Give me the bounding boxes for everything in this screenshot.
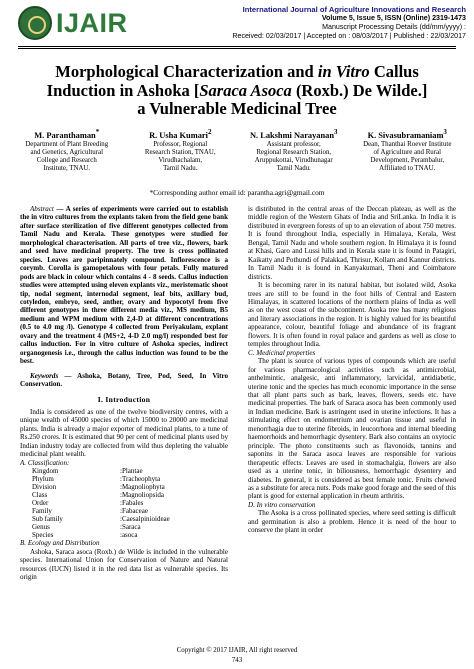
processing-details: Manuscript Processing Details (dd/mm/yyyy) :: [322, 23, 466, 31]
colon: :: [120, 491, 122, 500]
table-row: [32, 523, 170, 531]
left-column: [20, 205, 228, 581]
table-row: [32, 531, 170, 539]
affiliation-line: and Genetics, Agricultural: [30, 149, 104, 156]
title-italic: in Vitro: [317, 62, 370, 81]
colon: :: [120, 475, 122, 484]
taxon-cell: Fabaceae: [121, 507, 148, 516]
affiliation-line: Development, Perambalur,: [370, 157, 445, 165]
affiliation-line: Professor, Regional: [153, 140, 208, 148]
colon: :: [120, 523, 122, 532]
right-column: [248, 205, 456, 535]
keywords: [20, 372, 228, 389]
title-italic: Saraca Asoca: [199, 80, 292, 100]
taxon-cell: Magnoliophyta: [121, 483, 165, 492]
rank-cell: Sub family: [32, 515, 63, 524]
table-row: [32, 475, 170, 483]
affiliation-line: Research Station, TNAU,: [144, 149, 216, 156]
author-sup: 3: [334, 128, 338, 136]
processing-dates: Received: 02/03/2017 | Accepted on : 08/03/2017 | Published : 22/03/2017: [232, 32, 466, 40]
journal-logo: [18, 6, 136, 42]
distribution-paragraph: is distributed in the central areas of the Deccan plateau, as well as the middle region of the Western Ghats of India and SriLanka. In India it is distributed in evergreen forests of up to an elevation of about 750 metres. It is found throughout India, especially in Himalaya, Kerala, West Bengal, Tamil Nadu and whole southern region. In Himalaya it is found at Khasi, Garo and Lussi hills and in Kerala state it is found in Patagiri, Kaikatty and Pothundi of Palakkad, Thrisur, Kollam and Kannur districts. In Tamil Nadu it is found in Kanyakumari, Theni and Coimbatore districts.: [248, 205, 456, 281]
colon: :: [120, 467, 122, 476]
affiliation-line: Regional Research Station,: [256, 149, 332, 156]
ecology-paragraph: Ashoka, Saraca asoca (Roxb.) de Wilde is included in the vulnerable species. International Union for Conservation of Nature and Natural resources (IUCN) listed it in the red data list as vulnerable species. Its origin: [20, 547, 228, 581]
colon: :: [120, 499, 122, 508]
rank-cell: Species: [32, 531, 54, 540]
colon: :: [120, 483, 122, 492]
author-sup: *: [95, 128, 100, 136]
author-name: R. Usha Kumari: [149, 130, 208, 140]
affiliation-line: Aruppukottai, Virudhunagar: [254, 157, 333, 165]
ecology-heading: B. Ecology and Distribution: [20, 539, 100, 548]
author-block: [237, 127, 351, 174]
table-row: [32, 499, 170, 507]
keywords-label: Keywords: [30, 371, 59, 380]
abstract-text: — A series of experiments were carried out to establish the in vitro cultures from the explants taken from the field gene bank after surface sterilization of five different genotypes collected from Tamil Nadu and Kerala. These genotypes were studied for morphological characterisation. All parts of tree viz., flowers, bark and seed have medicinal property. The tree is cross pollinated species. Leaves are paripinnately compound. Inflorescence is a corymb. Corolla is gamopetalous with four petals. Fully matured pods are black in colour which contains 4 - 8 seeds. Callus induction studies were attempted using eleven explants viz., meristematic shoot tip, nodal segment, internodal segment, leaf bits, axillary bud, cotyledon, embryo, seed, anther, ovary and hypocotyl from five different genotypes in three different media viz., MS medium, B5 medium and WPM medium with 2,4-D at different concentrations (0.5 to 4.0 mg /l). Genotype 4 collected from Periyakulam, explant ovary and the treatment 4 (MS+2, 4-D 2.0 mg/l) responded best for callus induction. For in vitro culture of Ashoka species, indirect organogenesis i.e., through the callus induction was found to be the best.: [20, 205, 228, 366]
affiliation-line: of Agriculture and Rural: [373, 149, 442, 156]
journal-header: [180, 5, 466, 41]
author-list: [10, 127, 464, 174]
rank-cell: Division: [32, 483, 57, 492]
author-block: [124, 127, 238, 174]
author-sup: 2: [207, 128, 212, 136]
conservation-heading: D. In vitro conservation: [248, 500, 316, 509]
classification-heading: A. Classification:: [20, 458, 70, 467]
table-row: [32, 483, 170, 491]
medicinal-heading: C. Medicinal properties: [248, 348, 316, 357]
habitat-paragraph: It is becoming rarer in its natural habitat, but isolated wild, Asoka trees are still to be found in the foot hills of Central and Eastern Himalayas, in scattered locations of the northern plains of India as well as on the west coast of the subcontinent. Asoka tree has many religious and literary associations in the region. It is highly valued for its beautiful appearance, colour, beautiful foliage and abundance of its fragrant flowers. It is often found in royal palace and gardens as well as close to temples throughout India.: [248, 281, 456, 349]
rank-cell: Phylum: [32, 475, 54, 484]
affiliation-line: Dean, Thanthai Roever Institute: [363, 140, 452, 148]
taxon-cell: asoca: [121, 531, 138, 540]
title-part: (Roxb.) De Wilde.]: [291, 80, 428, 100]
affiliation-line: Affiliated to TNAU.: [379, 165, 436, 173]
abstract-label: Abstract: [30, 205, 54, 213]
copyright: Copyright © 2017 IJAIR, All right reserved: [176, 647, 298, 654]
colon: :: [120, 507, 122, 516]
title-part: Morphological Characterization and: [55, 62, 318, 81]
affiliation-line: College and Research: [36, 157, 97, 165]
table-row: [32, 491, 170, 499]
header-rule: [18, 46, 456, 47]
author-sup: 3: [443, 128, 447, 136]
rank-cell: Genus: [32, 523, 50, 532]
affiliation-line: Tamil Nadu.: [276, 165, 311, 173]
colon: :: [120, 531, 122, 540]
rank-cell: Class: [32, 491, 48, 500]
taxon-cell: Saraca: [121, 523, 141, 532]
intro-paragraph: India is considered as one of the twelve biodiversity centres, with a unique wealth of 45000 species of which 15000 to 20000 are medicinal plants. India is already a major exporter of medicinal plants, to a tune of Rs.250 crores. It is estimated that 90 per cent of medicinal plants used by Indian industry today are collected from wild thus depleting the valuable medicinal plant wealth.: [20, 407, 228, 459]
keywords-text: — Ashoka, Botany, Tree, Pod, Seed, In Vitro Conservation.: [20, 371, 228, 389]
journal-volume: Volume 5, Issue 5, ISSN (Online) 2319-1473: [321, 14, 466, 22]
table-row: [32, 515, 170, 523]
taxon-cell: Tracheophyta: [121, 475, 161, 484]
title-part: Callus: [369, 62, 419, 81]
abstract: [20, 205, 228, 366]
section-heading-introduction: I. Introduction: [97, 394, 151, 404]
paper-title: [20, 63, 454, 119]
logo-text: IJAIR: [56, 8, 128, 38]
table-row: [32, 467, 170, 475]
affiliation-line: Institute, TNAU.: [43, 165, 91, 173]
author-block: [10, 127, 124, 174]
journal-name: International Journal of Agriculture Innovations and Research: [242, 5, 466, 14]
taxon-cell: Caesalpinioideae: [121, 515, 170, 524]
affiliation-line: Department of Plant Breeding: [25, 140, 109, 148]
rank-cell: Kingdom: [32, 467, 59, 476]
author-block: [351, 127, 465, 174]
taxon-cell: Plantae: [121, 467, 143, 476]
taxon-cell: Fabales: [121, 499, 144, 508]
medicinal-paragraph: The plant is source of various types of compounds which are useful for various pharmacological activities such as antimicrobial, anthelmintic, analgesic, anti inflammatory, larvicidal, antidiabetic, uterine tonic and the species has much economic importance in the sense that all plant parts such as bark, leaves, flowers, seeds etc. have medicinal properties. The bark of Saraca asoca has been commonly used in Indian medicine. Bark is astringent used in uterine infections. It has a stimulating effect on endometrium and ovarian tissue and useful in menorrhagia due to uterine fibroids, in leucorrhoea and internal bleeding haemorrhoids and hemorrhagic dysentery. Bark also contains an oxytocic principle. The photo constituents such as flavonoids, tannins and saponins in the Saraca asoca leaves are responsible for various therapeutic effects. Leaves are used in stomachalgia, flowers are also used as a uterine tonic, in biliousness, hemorrhagic dysentery and diabetes. In general, it is considered as best female tonic. Fruits chewed as a substitute for areca nuts. Pods make good forage and the seed of this plant is good for external application in rheum arthritis.: [248, 357, 456, 501]
corresponding-author: *Corresponding author email id: parantha.agri@gmail.com: [149, 188, 325, 197]
author-name: N. Lakshmi Narayanan: [250, 130, 334, 140]
author-name: K. Sivasubramaniam: [367, 130, 444, 140]
title-line: a Vulnerable Medicinal Tree: [137, 99, 337, 118]
page-number: 743: [231, 657, 243, 664]
rank-cell: Family: [32, 507, 52, 516]
rank-cell: Order: [32, 499, 49, 508]
title-part: Induction in Ashoka [: [46, 80, 200, 100]
journal-seal-icon: [18, 6, 52, 40]
taxon-cell: Magnoliopsida: [121, 491, 164, 500]
classification-table: [32, 467, 170, 539]
author-name: M. Paranthaman: [34, 130, 96, 140]
header-rule-2: [18, 48, 456, 49]
affiliation-line: Assistant professor,: [266, 140, 321, 148]
affiliation-line: Tamil Nadu.: [163, 165, 198, 173]
table-row: [32, 507, 170, 515]
affiliation-line: Virudhachalam,: [158, 157, 203, 165]
conservation-paragraph: The Asoka is a cross pollinated species, where seed setting is difficult and germination is also a problem. Hence it is need of the hour to conserve the plant in order: [248, 509, 456, 535]
colon: :: [120, 515, 122, 524]
